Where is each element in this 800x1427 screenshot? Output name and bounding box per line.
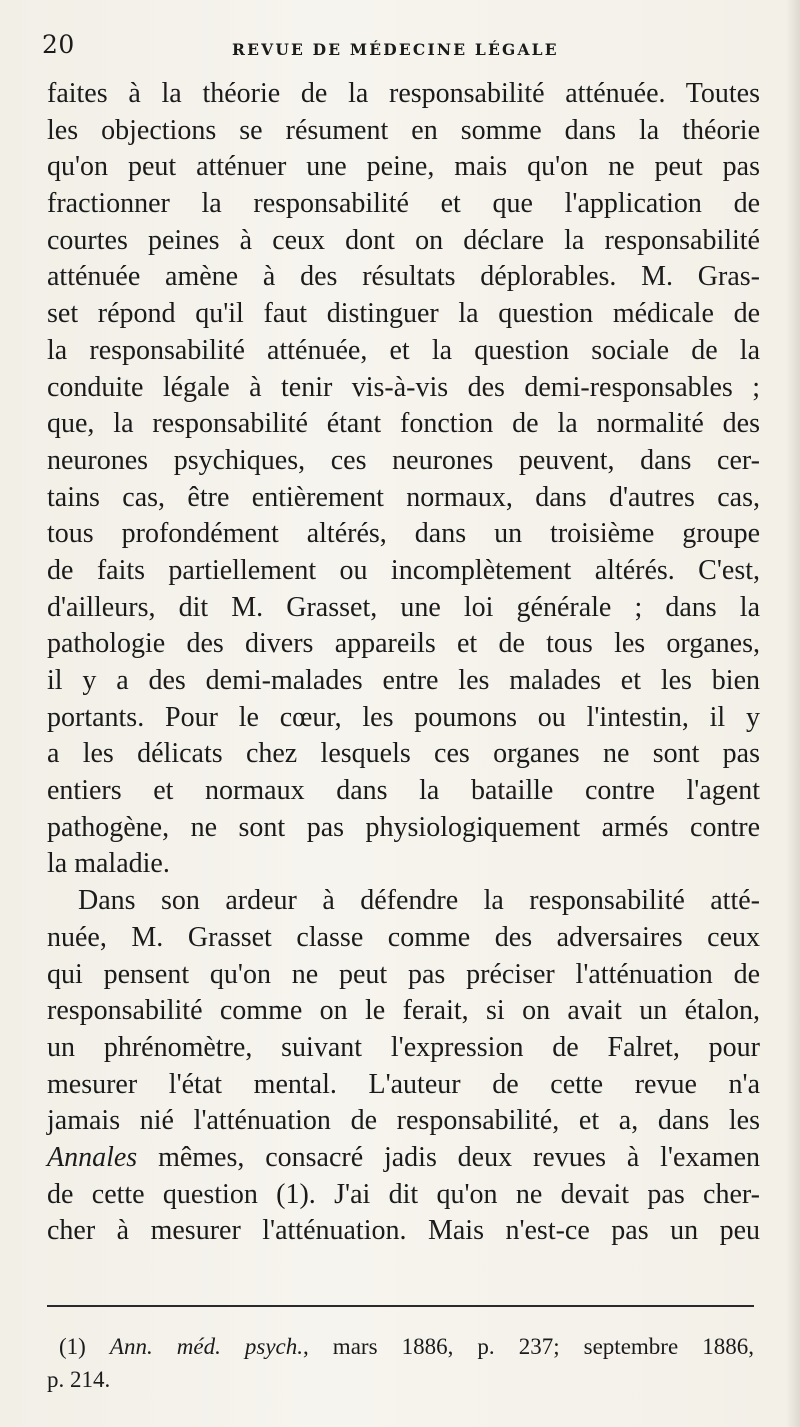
footnote-divider — [47, 1305, 754, 1307]
page-number: 20 — [42, 30, 75, 59]
text-line: a les délicats chez lesquels ces organes ne sont pas — [47, 738, 760, 770]
footnote — [47, 1330, 754, 1396]
text-line: fractionner la responsabilité et que l'application de — [47, 188, 760, 220]
text-line: tains cas, être entièrement normaux, dans d'autres cas, — [47, 481, 760, 513]
text-line: faites à la théorie de la responsabilité atténuée. Toutes — [47, 78, 760, 109]
text-line: conduite légale à tenir vis-à-vis des demi-responsables ; — [47, 371, 760, 403]
text-line: qu'on peut atténuer une peine, mais qu'on ne peut pas — [47, 151, 760, 183]
text-line: pathologie des divers appareils et de tous les organes, — [47, 628, 760, 660]
text-line: les objections se résument en somme dans la théorie — [47, 114, 760, 146]
text-line: tous profondément altérés, dans un troisième groupe — [47, 518, 760, 550]
text-line: pathogène, ne sont pas physiologiquement armés contre — [47, 811, 760, 843]
body-text — [47, 76, 760, 1250]
footnote-line — [47, 1330, 754, 1363]
text-fragment: mêmes, consacré jadis deux revues à l'examen — [158, 1141, 761, 1173]
text-line: Dans son ardeur à défendre la responsabilité atté- — [78, 885, 760, 917]
text-line: que, la responsabilité étant fonction de la normalité des — [47, 408, 760, 440]
text-line: portants. Pour le cœur, les poumons ou l'intestin, il y — [47, 701, 760, 733]
journal-title: REVUE DE MÉDECINE LÉGALE — [232, 40, 559, 59]
text-line: qui pensent qu'on ne peut pas préciser l'atténuation de — [47, 958, 760, 990]
italic-annales: Annales — [47, 1141, 138, 1173]
text-line: responsabilité comme on le ferait, si on avait un étalon, — [47, 995, 760, 1027]
footnote-line: p. 214. — [47, 1367, 111, 1392]
text-line: entiers et normaux dans la bataille contre l'agent — [47, 775, 760, 807]
text-line: la responsabilité atténuée, et la question sociale de la — [47, 334, 760, 366]
running-head — [42, 30, 758, 66]
page-edge-shadow — [786, 0, 800, 1427]
text-line-annales — [47, 1140, 760, 1177]
text-line: un phrénomètre, suivant l'expression de Falret, pour — [47, 1031, 760, 1063]
text-line: mesurer l'état mental. L'auteur de cette revue n'a — [47, 1068, 760, 1100]
text-line: cher à mesurer l'atténuation. Mais n'est-ce pas un peu — [47, 1215, 760, 1247]
text-line: atténuée amène à des résultats déplorables. M. Gras- — [47, 261, 760, 293]
text-line: courtes peines à ceux dont on déclare la responsabilité — [47, 224, 760, 256]
text-line: de faits partiellement ou incomplètement altérés. C'est, — [47, 554, 760, 586]
footnote-citation: , mars 1886, p. 237; septembre 1886, — [303, 1334, 754, 1359]
text-line: set répond qu'il faut distinguer la question médicale de — [47, 298, 760, 330]
footnote-marker: (1) — [59, 1334, 86, 1359]
text-line: d'ailleurs, dit M. Grasset, une loi générale ; dans la — [47, 591, 760, 623]
text-line: neurones psychiques, ces neurones peuvent, dans cer- — [47, 444, 760, 476]
text-line: nuée, M. Grasset classe comme des adversaires ceux — [47, 921, 760, 953]
text-line: de cette question (1). J'ai dit qu'on ne devait pas cher- — [47, 1178, 760, 1210]
text-line: jamais nié l'atténuation de responsabilité, et a, dans les — [47, 1105, 760, 1137]
text-line: la maladie. — [47, 848, 170, 880]
text-line: il y a des demi-malades entre les malades et les bien — [47, 665, 760, 696]
footnote-journal: Ann. méd. psych. — [109, 1334, 303, 1359]
